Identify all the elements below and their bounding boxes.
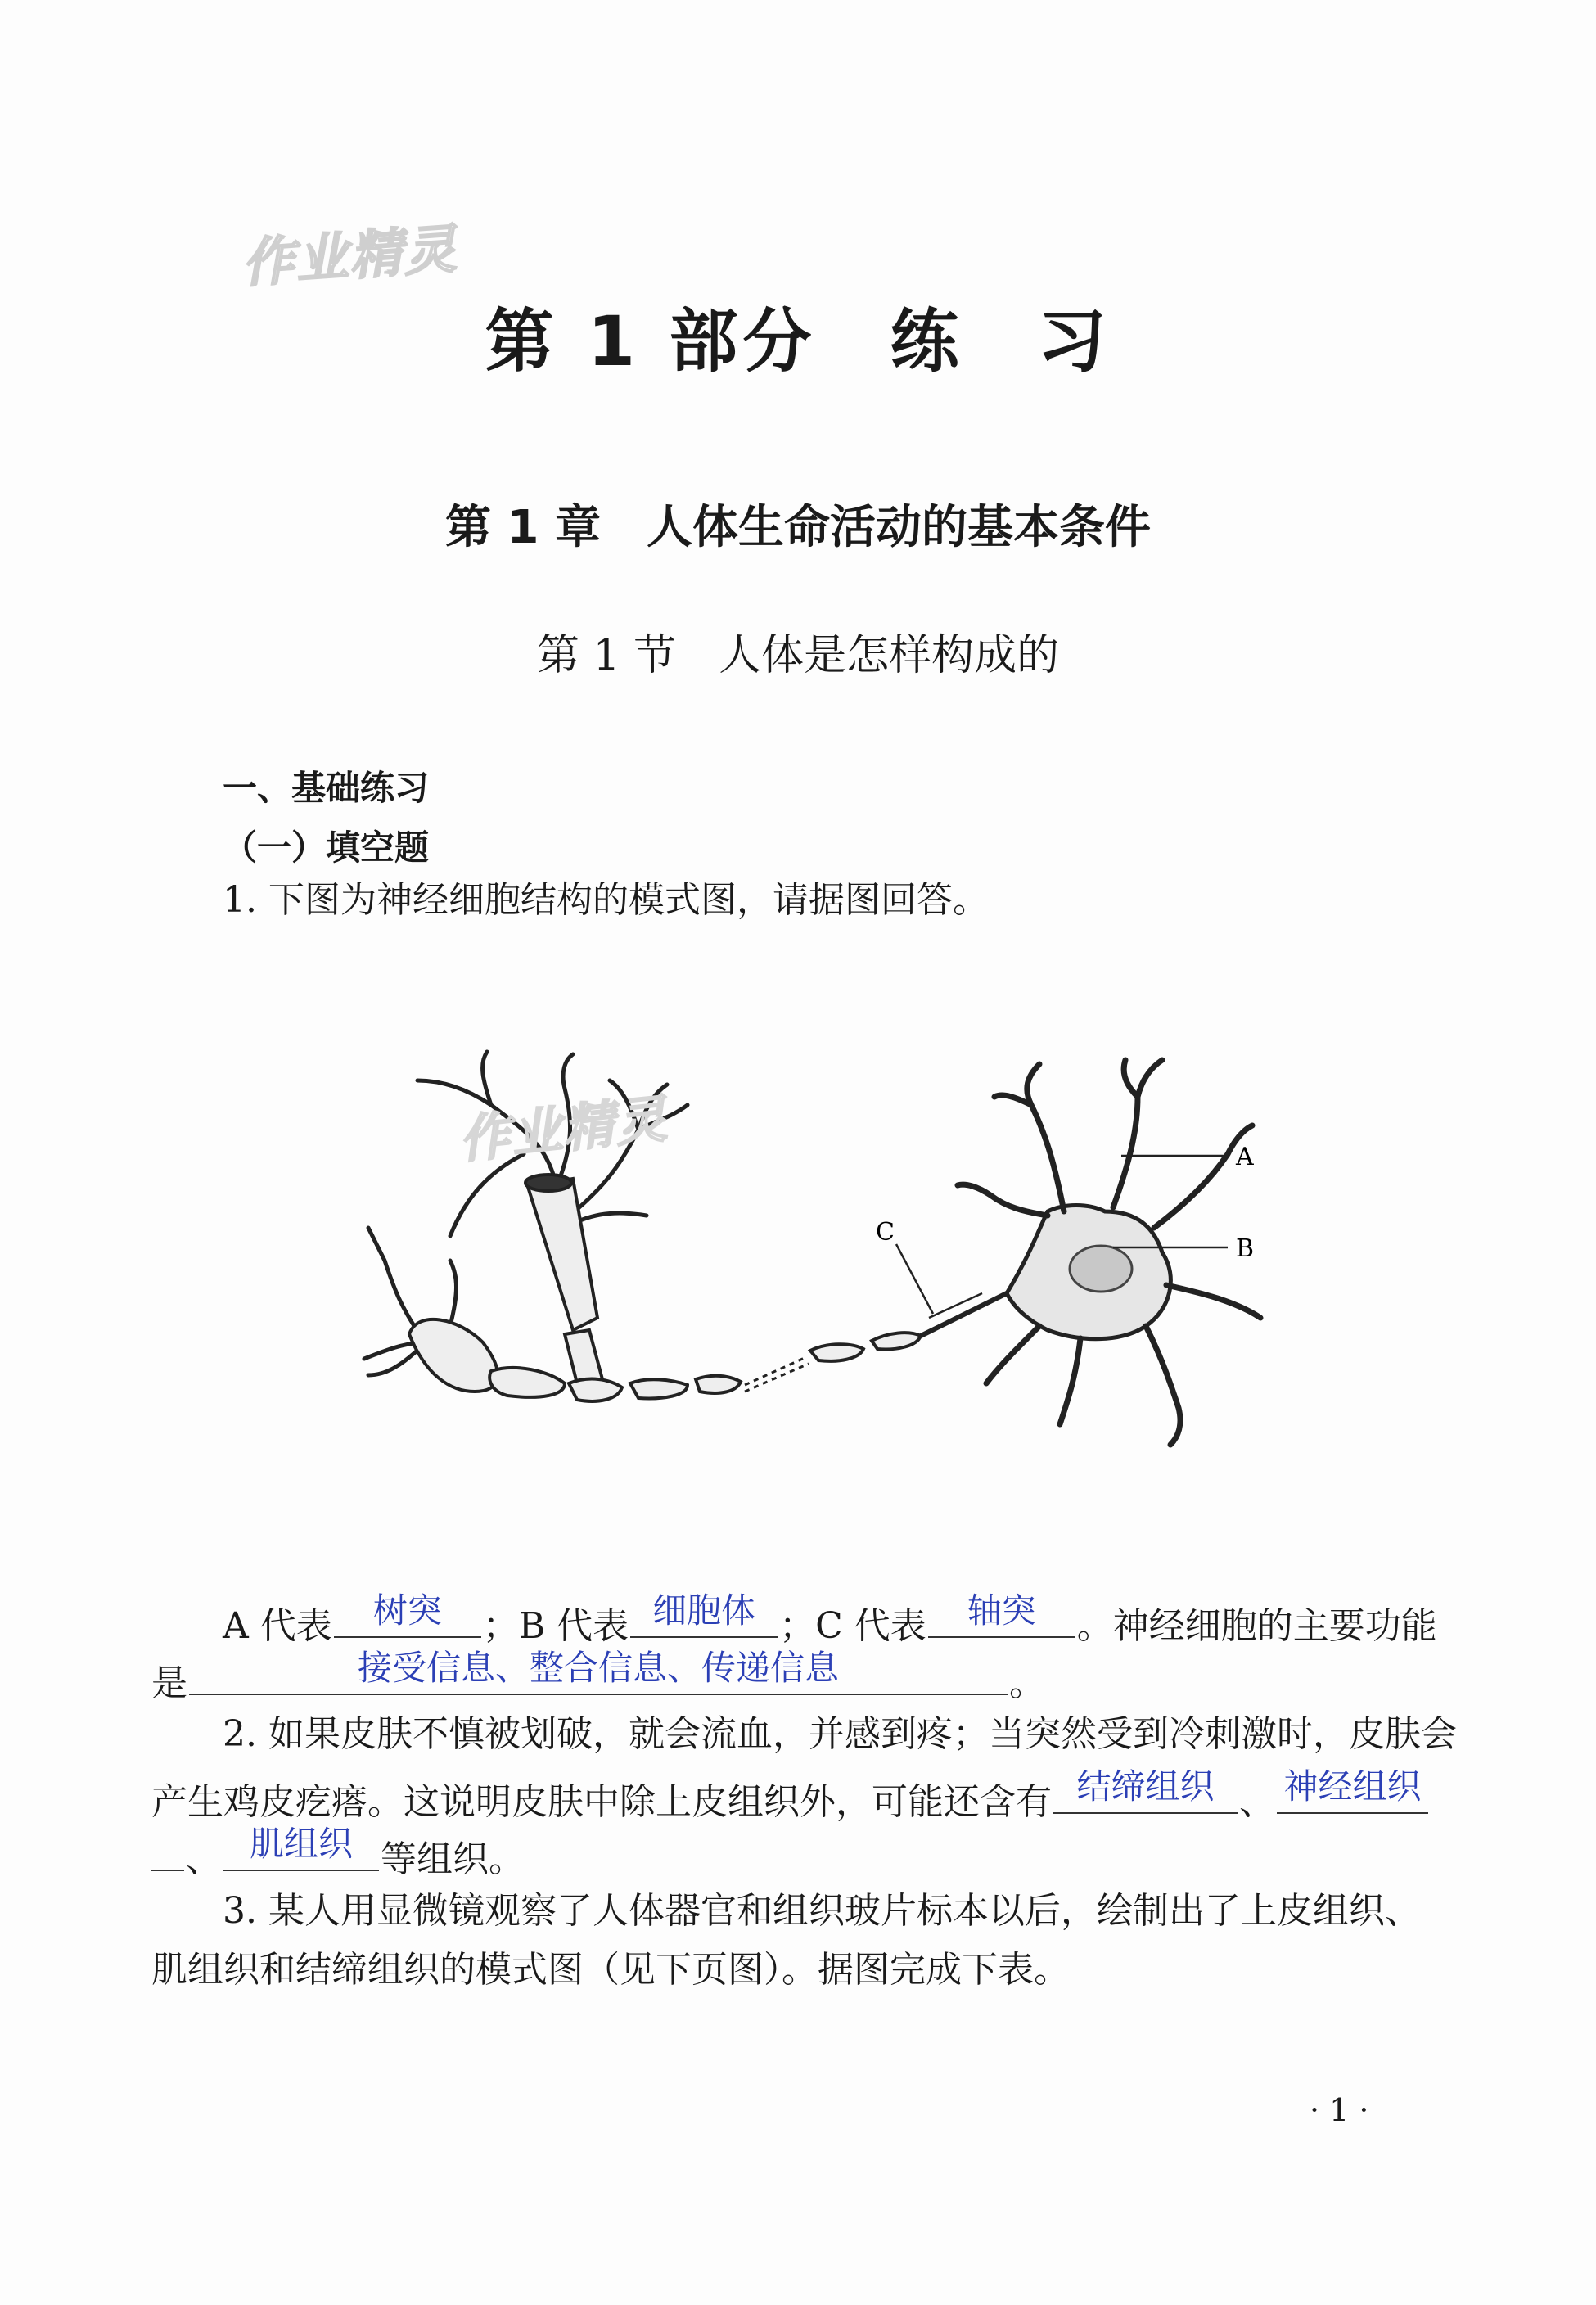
figure-label-c: C [876,1218,895,1247]
q2-line2 [151,1766,1430,1823]
chapter-title: 第 1 章 人体生命活动的基本条件 [445,501,1151,554]
q2-end: 等组织。 [381,1838,525,1880]
blank-tissue-1[interactable] [1053,1766,1238,1814]
answer-cell-body: 细胞体 [652,1590,756,1631]
blank-tissue-2-cont [151,1834,184,1871]
q2-sep2: 、 [186,1838,222,1880]
heading-basic-practice: 一、基础练习 [223,768,430,808]
answer-dendrite: 树突 [372,1590,442,1631]
blank-a[interactable] [334,1590,481,1638]
answer-muscle-tissue: 肌组织 [249,1824,353,1864]
part-title: 第 1 部分 练 习 [485,301,1111,381]
blank-function[interactable] [189,1648,1008,1695]
q1-function-line [151,1648,1045,1704]
q1-text-a: A 代表 [223,1605,332,1647]
q2-sep1: 、 [1239,1781,1275,1823]
answer-nervous-tissue: 神经组织 [1283,1766,1422,1807]
q2-text: 产生鸡皮疙瘩。这说明皮肤中除上皮组织外，可能还含有 [151,1781,1052,1823]
heading-fill-in-blank: （一）填空题 [223,828,430,868]
watermark: 作业精灵 [456,1088,671,1171]
blank-c[interactable] [928,1590,1075,1638]
figure-label-a: A [1236,1143,1254,1171]
watermark: 作业精灵 [240,219,460,295]
answer-axon: 轴突 [967,1590,1036,1631]
q1-text-is: 是 [151,1662,187,1704]
q1-stem: 1. 下图为神经细胞结构的模式图，请据图回答。 [223,879,989,921]
q3-line1: 3. 某人用显微镜观察了人体器官和组织玻片标本以后，绘制出了上皮组织、 [223,1890,1421,1932]
page-number: · 1 · [1310,2092,1369,2128]
q1-text-c: ；C 代表 [779,1605,926,1647]
blank-tissue-3[interactable] [223,1824,379,1871]
blank-b[interactable] [630,1590,778,1638]
q1-text-end: 。 [1009,1662,1045,1704]
q1-text-b: ；B 代表 [482,1605,629,1647]
q1-text-func: 。神经细胞的主要功能 [1076,1605,1437,1647]
q1-answer-line [223,1590,1437,1647]
answer-connective-tissue: 结缔组织 [1076,1766,1215,1807]
q2-line1: 2. 如果皮肤不慎被划破，就会流血，并感到疼；当突然受到冷刺激时，皮肤会 [223,1713,1457,1755]
figure-label-b: B [1236,1234,1255,1263]
q2-line3 [151,1824,525,1880]
section-title: 第 1 节 人体是怎样构成的 [536,631,1060,680]
answer-function: 接受信息、整合信息、传递信息 [357,1648,839,1688]
q3-line2: 肌组织和结缔组织的模式图（见下页图）。据图完成下表。 [151,1949,1070,1991]
blank-tissue-2[interactable] [1277,1766,1428,1814]
